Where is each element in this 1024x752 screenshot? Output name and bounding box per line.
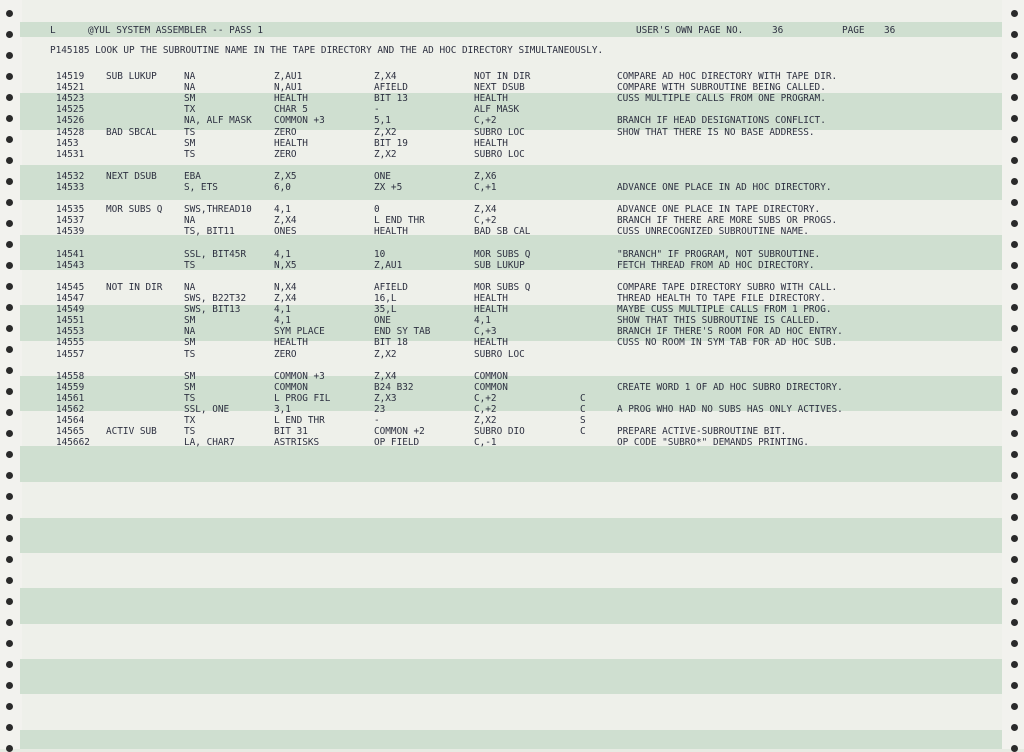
row-a1: HEALTH: [274, 93, 308, 105]
listing-row: [0, 171, 1024, 182]
row-op: SM: [184, 93, 196, 105]
row-loc: 1453: [56, 137, 79, 149]
row-comment: FETCH THREAD FROM AD HOC DIRECTORY.: [617, 259, 815, 271]
row-op: TS: [184, 148, 196, 160]
listing-row: [0, 282, 1024, 293]
row-a1: HEALTH: [274, 337, 308, 349]
row-loc: 14564: [56, 415, 85, 427]
row-op: TS: [184, 126, 196, 138]
row-a2: 10: [374, 248, 386, 260]
row-comment: CUSS MULTIPLE CALLS FROM ONE PROGRAM.: [617, 93, 826, 105]
sprocket-hole: [6, 52, 13, 59]
row-a1: Z,AU1: [274, 71, 303, 82]
sprocket-hole: [1011, 31, 1018, 38]
row-op: TS: [184, 392, 196, 404]
row-a2: -: [374, 415, 380, 427]
sprocket-hole: [1011, 661, 1018, 668]
sprocket-hole: [1011, 577, 1018, 584]
row-a1: N,X4: [274, 281, 297, 293]
listing-row: [0, 215, 1024, 226]
sprocket-hole: [6, 703, 13, 710]
row-loc: 14535: [56, 204, 85, 216]
row-loc: 14553: [56, 326, 85, 338]
listing-row: [0, 337, 1024, 348]
row-a2: Z,X2: [374, 126, 397, 138]
row-op: TS: [184, 259, 196, 271]
row-loc: 14521: [56, 82, 85, 94]
row-label: NEXT DSUB: [106, 170, 157, 182]
sprocket-hole: [6, 472, 13, 479]
listing-row: [0, 326, 1024, 337]
row-loc: 14562: [56, 404, 85, 415]
sprocket-hole: [6, 682, 13, 689]
row-a2: ONE: [374, 170, 391, 182]
listing-row: [0, 393, 1024, 404]
row-a2: Z,X4: [374, 71, 397, 82]
row-op: SM: [184, 337, 196, 349]
sprocket-hole: [1011, 493, 1018, 500]
listing-row: [0, 349, 1024, 360]
row-a3: C,+1: [474, 182, 497, 193]
row-a1: 4,1: [274, 304, 291, 316]
row-a3: SUBRO LOC: [474, 148, 525, 160]
row-comment: PREPARE ACTIVE-SUBROUTINE BIT.: [617, 426, 787, 438]
row-loc: 14541: [56, 248, 85, 260]
row-a2: 0: [374, 204, 380, 216]
row-loc: 14557: [56, 348, 85, 360]
sprocket-hole: [6, 451, 13, 458]
sprocket-hole: [6, 10, 13, 17]
sprocket-hole: [6, 514, 13, 521]
users-page-label: USER'S OWN PAGE NO.: [636, 25, 744, 36]
row-comment: BRANCH IF HEAD DESIGNATIONS CONFLICT.: [617, 115, 826, 127]
sprocket-hole: [6, 31, 13, 38]
row-a3: HEALTH: [474, 93, 508, 105]
row-op: SWS, B22T32: [184, 293, 247, 304]
row-label: ACTIV SUB: [106, 426, 157, 438]
row-loc: 14549: [56, 304, 85, 316]
row-loc: 14533: [56, 182, 85, 193]
row-f: C: [580, 426, 586, 438]
row-a1: COMMON: [274, 381, 308, 393]
row-op: NA: [184, 215, 196, 227]
row-op: TS: [184, 426, 196, 438]
listing-row: [0, 404, 1024, 415]
listing-row: [0, 249, 1024, 260]
row-a3: C,+2: [474, 215, 497, 227]
row-a3: NOT IN DIR: [474, 71, 531, 82]
row-f: C: [580, 392, 586, 404]
row-label: NOT IN DIR: [106, 281, 163, 293]
listing-row: [0, 71, 1024, 82]
row-a3: 4,1: [474, 315, 491, 327]
sprocket-hole: [6, 556, 13, 563]
row-loc: 14555: [56, 337, 85, 349]
listing-row: [0, 382, 1024, 393]
row-op: TS: [184, 348, 196, 360]
row-a1: ZERO: [274, 148, 297, 160]
row-a1: HEALTH: [274, 137, 308, 149]
sprocket-hole: [1011, 619, 1018, 626]
sprocket-hole: [6, 598, 13, 605]
row-a3: C,+3: [474, 326, 497, 338]
row-comment: COMPARE TAPE DIRECTORY SUBRO WITH CALL.: [617, 281, 838, 293]
row-a2: ZX +5: [374, 182, 403, 193]
row-op: TS, BIT11: [184, 226, 235, 238]
row-a3: NEXT DSUB: [474, 82, 525, 94]
row-op: S, ETS: [184, 182, 218, 193]
row-a3: COMMON: [474, 381, 508, 393]
listing-row: [0, 82, 1024, 93]
row-a1: BIT 31: [274, 426, 308, 438]
row-f: S: [580, 415, 586, 427]
row-a3: Z,X2: [474, 415, 497, 427]
row-a1: ZERO: [274, 126, 297, 138]
sprocket-hole: [6, 619, 13, 626]
green-bar-band: [20, 588, 1002, 624]
row-a1: N,X5: [274, 259, 297, 271]
row-loc: 14545: [56, 281, 85, 293]
row-loc: 14551: [56, 315, 85, 327]
row-comment: SHOW THAT THERE IS NO BASE ADDRESS.: [617, 126, 815, 138]
row-a3: COMMON: [474, 370, 508, 382]
listing-row: [0, 160, 1024, 171]
row-a1: 3,1: [274, 404, 291, 415]
row-a3: C,+2: [474, 404, 497, 415]
row-a1: Z,X4: [274, 293, 297, 304]
row-comment: ADVANCE ONE PLACE IN TAPE DIRECTORY.: [617, 204, 821, 216]
sprocket-hole: [6, 724, 13, 731]
row-a2: BIT 19: [374, 137, 408, 149]
listing-row: [0, 271, 1024, 282]
row-op: SM: [184, 370, 196, 382]
row-a2: Z,X2: [374, 348, 397, 360]
row-a2: END SY TAB: [374, 326, 431, 338]
sprocket-hole: [1011, 598, 1018, 605]
row-a1: COMMON +3: [274, 370, 325, 382]
row-a3: MOR SUBS Q: [474, 248, 531, 260]
row-op: EBA: [184, 170, 201, 182]
row-comment: A PROG WHO HAD NO SUBS HAS ONLY ACTIVES.: [617, 404, 843, 415]
row-loc: 14525: [56, 104, 85, 116]
listing-row: [0, 182, 1024, 193]
row-comment: OP CODE "SUBRO*" DEMANDS PRINTING.: [617, 437, 809, 449]
sprocket-hole: [6, 640, 13, 647]
listing-row: [0, 127, 1024, 138]
listing-row: [0, 415, 1024, 426]
row-comment: COMPARE AD HOC DIRECTORY WITH TAPE DIR.: [617, 71, 838, 82]
row-loc: 14558: [56, 370, 85, 382]
sprocket-hole: [1011, 52, 1018, 59]
row-loc: 14561: [56, 392, 85, 404]
listing-row: [0, 204, 1024, 215]
page-title: @YUL SYSTEM ASSEMBLER -- PASS 1: [88, 25, 263, 36]
row-op: NA, ALF MASK: [184, 115, 252, 127]
listing-row: [0, 437, 1024, 448]
row-a1: 4,1: [274, 248, 291, 260]
listing-row: [0, 149, 1024, 160]
row-a2: B24 B32: [374, 381, 414, 393]
row-op: SWS,THREAD10: [184, 204, 252, 216]
row-a2: OP FIELD: [374, 437, 420, 449]
listing-row: [0, 104, 1024, 115]
row-comment: COMPARE WITH SUBROUTINE BEING CALLED.: [617, 82, 826, 94]
sprocket-hole: [1011, 451, 1018, 458]
row-a3: SUB LUKUP: [474, 259, 525, 271]
row-comment: ADVANCE ONE PLACE IN AD HOC DIRECTORY.: [617, 182, 832, 193]
row-op: NA: [184, 71, 196, 82]
row-a3: C,-1: [474, 437, 497, 449]
row-loc: 14526: [56, 115, 85, 127]
row-a3: SUBRO LOC: [474, 126, 525, 138]
row-a2: L END THR: [374, 215, 425, 227]
row-loc: 14519: [56, 71, 85, 82]
listing-row: [0, 115, 1024, 126]
row-comment: CUSS UNRECOGNIZED SUBROUTINE NAME.: [617, 226, 809, 238]
sprocket-hole: [6, 577, 13, 584]
row-a2: HEALTH: [374, 226, 408, 238]
row-a3: HEALTH: [474, 337, 508, 349]
row-a2: BIT 13: [374, 93, 408, 105]
row-a1: 4,1: [274, 204, 291, 216]
row-a3: Z,X6: [474, 170, 497, 182]
row-a3: HEALTH: [474, 293, 508, 304]
row-loc: 145662: [56, 437, 90, 449]
row-a1: Z,X5: [274, 170, 297, 182]
green-bar-band: [20, 659, 1002, 694]
row-loc: 14523: [56, 93, 85, 105]
sprocket-hole: [1011, 10, 1018, 17]
row-a2: COMMON +2: [374, 426, 425, 438]
intro-comment: P145185 LOOK UP THE SUBROUTINE NAME IN THE TAPE DIRECTORY AND THE AD HOC DIRECTORY SIMULTANEOUSLY.: [50, 45, 604, 56]
sprocket-hole: [6, 493, 13, 500]
row-loc: 14539: [56, 226, 85, 238]
listing-row: [0, 226, 1024, 237]
row-comment: THREAD HEALTH TO TAPE FILE DIRECTORY.: [617, 293, 826, 304]
listing-row: [0, 293, 1024, 304]
row-loc: 14528: [56, 126, 85, 138]
row-a2: 16,L: [374, 293, 397, 304]
listing-row: [0, 304, 1024, 315]
listing-row: [0, 426, 1024, 437]
row-loc: 14547: [56, 293, 85, 304]
row-op: SM: [184, 381, 196, 393]
users-page-number: 36: [772, 25, 784, 36]
row-a3: MOR SUBS Q: [474, 281, 531, 293]
row-op: TX: [184, 104, 196, 116]
row-a2: 5,1: [374, 115, 391, 127]
row-a1: SYM PLACE: [274, 326, 325, 338]
sprocket-hole: [1011, 514, 1018, 521]
row-a1: 6,0: [274, 182, 291, 193]
green-bar-band: [20, 518, 1002, 553]
row-a2: AFIELD: [374, 82, 408, 94]
row-comment: CREATE WORD 1 OF AD HOC SUBRO DIRECTORY.: [617, 381, 843, 393]
row-a3: HEALTH: [474, 137, 508, 149]
row-op: SSL, BIT45R: [184, 248, 247, 260]
row-comment: BRANCH IF THERE'S ROOM FOR AD HOC ENTRY.: [617, 326, 843, 338]
row-a2: Z,X4: [374, 370, 397, 382]
sprocket-hole: [6, 661, 13, 668]
sprocket-hole: [1011, 472, 1018, 479]
sprocket-hole: [1011, 640, 1018, 647]
row-a2: Z,X3: [374, 392, 397, 404]
row-a1: CHAR 5: [274, 104, 308, 116]
row-loc: 14543: [56, 259, 85, 271]
row-op: SM: [184, 137, 196, 149]
page-label: PAGE: [842, 25, 865, 36]
sprocket-hole: [1011, 682, 1018, 689]
row-op: TX: [184, 415, 196, 427]
listing-row: [0, 315, 1024, 326]
row-a3: SUBRO LOC: [474, 348, 525, 360]
sprocket-hole: [1011, 535, 1018, 542]
listing-row: [0, 238, 1024, 249]
row-op: NA: [184, 281, 196, 293]
row-a3: HEALTH: [474, 304, 508, 316]
row-a3: SUBRO DIO: [474, 426, 525, 438]
row-label: BAD SBCAL: [106, 126, 157, 138]
row-a3: Z,X4: [474, 204, 497, 216]
row-f: C: [580, 404, 586, 415]
row-a1: 4,1: [274, 315, 291, 327]
row-a1: Z,X4: [274, 215, 297, 227]
listing-row: [0, 360, 1024, 371]
row-a3: C,+2: [474, 392, 497, 404]
row-a2: AFIELD: [374, 281, 408, 293]
row-a1: ZERO: [274, 348, 297, 360]
row-a3: BAD SB CAL: [474, 226, 531, 238]
row-a2: -: [374, 104, 380, 116]
green-bar-band: [20, 730, 1002, 749]
row-loc: 14537: [56, 215, 85, 227]
page-number: 36: [884, 25, 896, 36]
row-comment: CUSS NO ROOM IN SYM TAB FOR AD HOC SUB.: [617, 337, 838, 349]
row-a2: BIT 18: [374, 337, 408, 349]
row-a2: ONE: [374, 315, 391, 327]
listing-row: [0, 138, 1024, 149]
row-a3: C,+2: [474, 115, 497, 127]
row-op: NA: [184, 326, 196, 338]
row-op: SWS, BIT13: [184, 304, 241, 316]
row-a2: Z,AU1: [374, 259, 403, 271]
row-a2: Z,X2: [374, 148, 397, 160]
row-label: SUB LUKUP: [106, 71, 157, 82]
row-a1: COMMON +3: [274, 115, 325, 127]
row-comment: BRANCH IF THERE ARE MORE SUBS OR PROGS.: [617, 215, 838, 227]
row-a2: 23: [374, 404, 386, 415]
sprocket-hole: [1011, 703, 1018, 710]
header-marker: L: [50, 25, 56, 36]
row-op: LA, CHAR7: [184, 437, 235, 449]
row-comment: SHOW THAT THIS SUBROUTINE IS CALLED.: [617, 315, 821, 327]
listing-row: [0, 260, 1024, 271]
listing-row: [0, 193, 1024, 204]
row-label: MOR SUBS Q: [106, 204, 163, 216]
row-a1: L END THR: [274, 415, 325, 427]
row-loc: 14532: [56, 170, 85, 182]
listing-row: [0, 371, 1024, 382]
row-comment: "BRANCH" IF PROGRAM, NOT SUBROUTINE.: [617, 248, 821, 260]
row-a2: 35,L: [374, 304, 397, 316]
row-op: SSL, ONE: [184, 404, 230, 415]
sprocket-hole: [1011, 556, 1018, 563]
row-loc: 14565: [56, 426, 85, 438]
sprocket-hole: [1011, 724, 1018, 731]
row-a3: ALF MASK: [474, 104, 520, 116]
row-op: NA: [184, 82, 196, 94]
row-a1: ONES: [274, 226, 297, 238]
green-bar-band: [20, 446, 1002, 482]
row-a1: ASTRISKS: [274, 437, 320, 449]
row-loc: 14531: [56, 148, 85, 160]
row-comment: MAYBE CUSS MULTIPLE CALLS FROM 1 PROG.: [617, 304, 832, 316]
listing-row: [0, 93, 1024, 104]
sprocket-hole: [6, 535, 13, 542]
row-loc: 14559: [56, 381, 85, 393]
row-a1: N,AU1: [274, 82, 303, 94]
row-a1: L PROG FIL: [274, 392, 331, 404]
row-op: SM: [184, 315, 196, 327]
